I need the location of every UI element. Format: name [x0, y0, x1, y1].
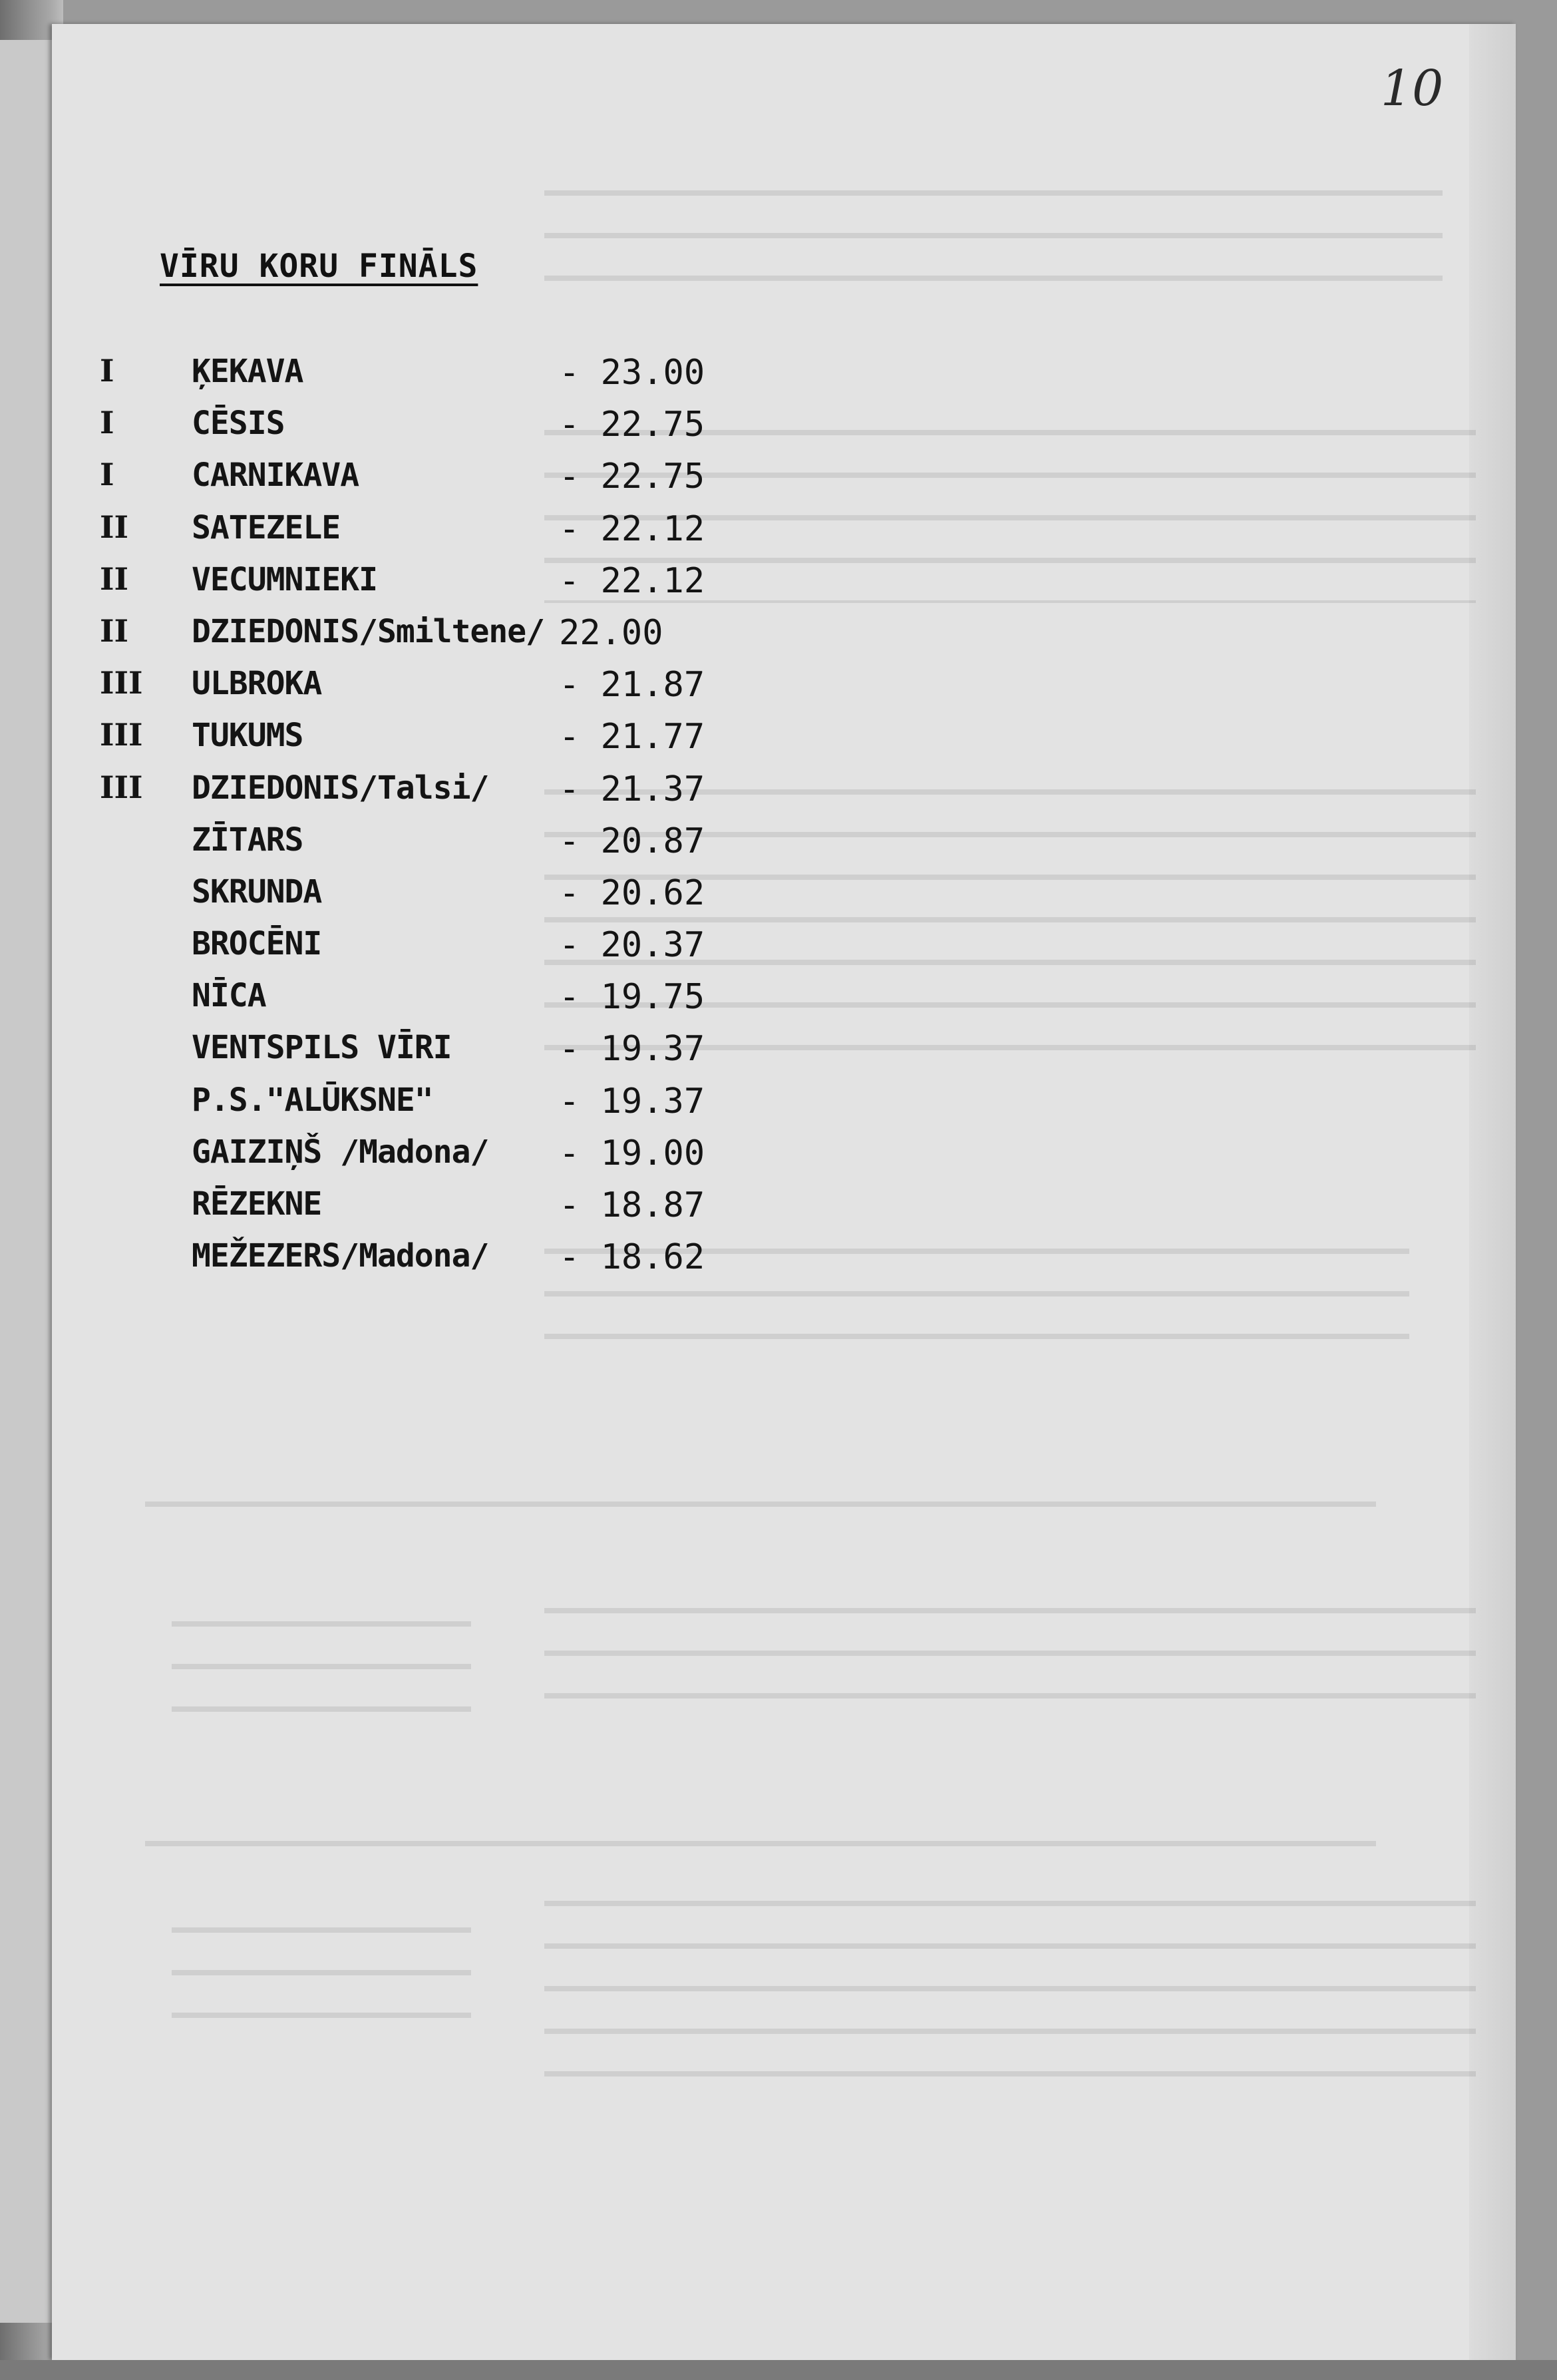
choir-name: CARNIKAVA [192, 457, 359, 495]
score-value: - 22.75 [559, 457, 705, 497]
result-row [93, 1185, 759, 1237]
choir-name: VECUMNIEKI [192, 560, 377, 598]
place-label: III [100, 769, 143, 805]
choir-name: ULBROKA [192, 665, 322, 703]
result-row [93, 457, 759, 508]
choir-name: MEŽEZERS/Madona/ [192, 1237, 489, 1275]
score-value: - 22.12 [559, 508, 705, 549]
choir-name: DZIEDONIS/Smiltene/ [192, 612, 545, 650]
result-row [93, 769, 759, 821]
result-row [93, 977, 759, 1029]
score-value: - 19.75 [559, 977, 705, 1018]
result-row [93, 873, 759, 925]
score-value: - 21.87 [559, 665, 705, 705]
result-row [93, 561, 759, 613]
place-label: III [100, 665, 143, 701]
result-row [93, 1237, 759, 1289]
place-label: II [100, 508, 129, 545]
result-row [93, 1133, 759, 1185]
choir-name: ZĪTARS [192, 821, 303, 859]
score-value: - 19.00 [559, 1133, 705, 1173]
choir-name: GAIZIŅŠ /Madona/ [192, 1133, 489, 1171]
choir-name: BROCĒNI [192, 925, 322, 963]
choir-name: TUKUMS [192, 717, 303, 755]
result-row [93, 717, 759, 769]
bleed-through-block [544, 190, 1443, 303]
choir-name: P.S."ALŪKSNE" [192, 1081, 433, 1119]
place-label: I [100, 405, 114, 441]
choir-name: VENTSPILS VĪRI [192, 1029, 452, 1067]
score-value: - 21.37 [559, 769, 705, 809]
page-number: 10 [1381, 60, 1444, 117]
bleed-through-block [172, 1621, 471, 1734]
choir-name: NĪCA [192, 977, 266, 1015]
bleed-through-block [544, 1901, 1476, 2087]
score-value: - 20.87 [559, 821, 705, 861]
bleed-through-block [145, 1841, 1376, 1874]
result-row [93, 353, 759, 405]
result-row [93, 821, 759, 873]
place-label: II [100, 560, 129, 597]
bleed-through-block [172, 1927, 471, 2041]
result-row [93, 613, 759, 665]
score-value: - 20.37 [559, 925, 705, 966]
result-row [93, 665, 759, 717]
score-value: - 19.37 [559, 1029, 705, 1070]
result-row [93, 925, 759, 977]
score-value: - 18.87 [559, 1185, 705, 1225]
place-label: I [100, 353, 114, 389]
page-title: VĪRU KORU FINĀLS [160, 248, 478, 285]
result-row [93, 1082, 759, 1133]
score-value: - 22.12 [559, 560, 705, 601]
choir-name: ĶEKAVA [192, 353, 303, 390]
choir-name: RĒZEKNE [192, 1185, 322, 1223]
result-row [93, 1029, 759, 1081]
score-value: - 23.00 [559, 353, 705, 393]
results-list [93, 353, 759, 1289]
scan-bottom-band [0, 2360, 1557, 2380]
sheet-right-edge [1469, 24, 1516, 2360]
bleed-through-block [145, 1501, 1376, 1535]
bleed-through-block [544, 1608, 1476, 1728]
place-label: II [100, 612, 129, 649]
score-value: - 21.77 [559, 717, 705, 757]
score-value: - 22.75 [559, 405, 705, 445]
choir-name: DZIEDONIS/Talsi/ [192, 769, 489, 807]
place-label: III [100, 717, 143, 753]
result-row [93, 509, 759, 561]
choir-name: SATEZELE [192, 508, 341, 546]
choir-name: SKRUNDA [192, 873, 322, 910]
score-value: 22.00 [559, 612, 663, 653]
choir-name: CĒSIS [192, 405, 285, 443]
place-label: I [100, 457, 114, 493]
score-value: - 18.62 [559, 1237, 705, 1278]
score-value: - 20.62 [559, 873, 705, 913]
score-value: - 19.37 [559, 1081, 705, 1121]
result-row [93, 405, 759, 457]
